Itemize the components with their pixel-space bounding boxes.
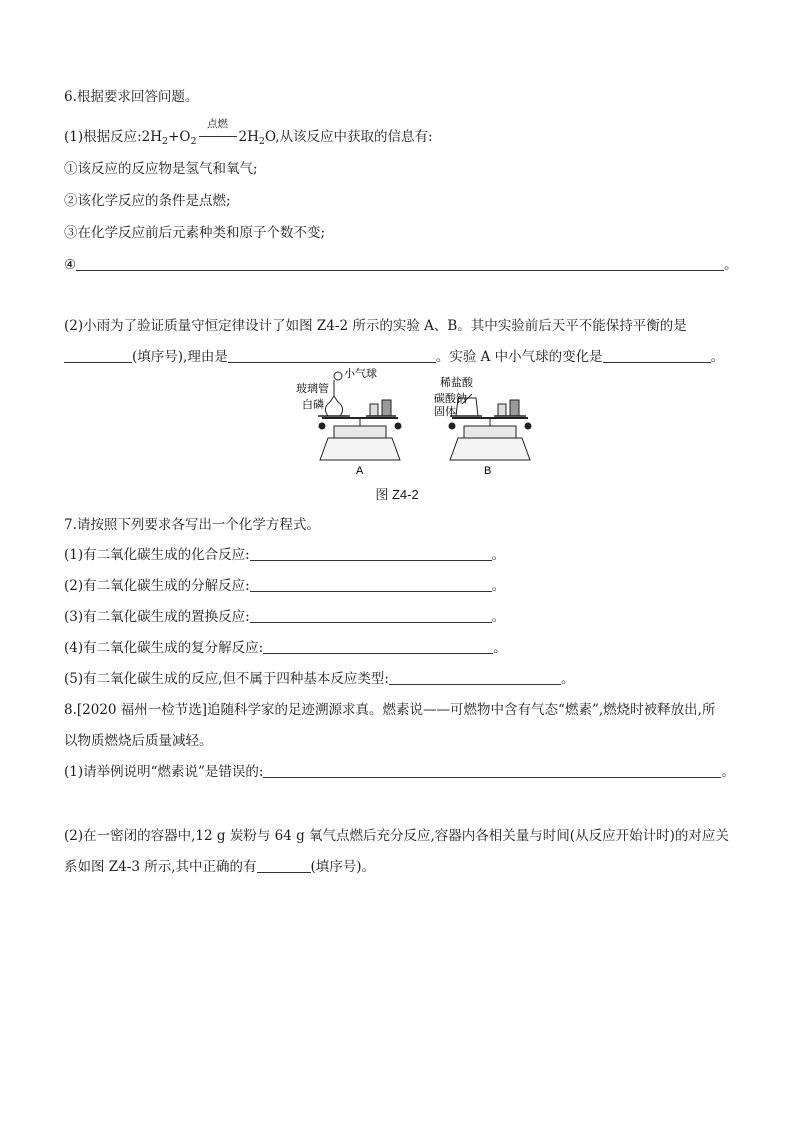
q6-part2-line1: (2)小雨为了验证质量守恒定律设计了如图 Z4-2 所示的实验 A、B。其中实验前后天平不能保持平衡的是: [64, 318, 687, 334]
q6-part1-reaction: (1)根据反应$:2H_2+O_2$ 点燃 $2H_2O$,从该反应中获取的信息有:: [64, 118, 433, 147]
label-hydrochloric-acid: 稀盐酸: [440, 377, 473, 389]
q8-part1: (1)请举例说明“燃素说”是错误的: 。: [64, 764, 735, 780]
q7-item-4: (4)有二氧化碳生成的复分解反应: 。: [64, 640, 507, 656]
label-white-phosphorus: 白磷: [302, 399, 324, 411]
figure-caption: 图 Z4-2: [375, 487, 419, 502]
label-sodium-carbonate-1: 碳酸钠: [434, 393, 467, 405]
q6-info-2: ②该化学反应的条件是点燃;: [64, 193, 231, 209]
q7-blank-4[interactable]: [263, 641, 493, 654]
q6-info-1: ①该反应的反应物是氢气和氧气;: [64, 161, 258, 177]
q8-part1-blank[interactable]: [263, 765, 721, 778]
q6-title: 6.根据要求回答问题。: [64, 89, 199, 105]
balance-a: [318, 372, 401, 460]
label-a: A: [356, 465, 364, 477]
q8-part2-line1: (2)在一密闭的容器中,12 g 炭粉与 64 g 氧气点燃后充分反应,容器内各相关量与时间(从反应开始计时)的对应关: [64, 828, 729, 844]
q7-blank-2[interactable]: [250, 579, 492, 592]
q6-part2-blank-balloon[interactable]: [603, 350, 711, 363]
q6-info4-blank[interactable]: [76, 258, 724, 271]
q6-part2-blank-reason[interactable]: [228, 350, 436, 363]
q8-part2-line2: 系如图 Z4-3 所示,其中正确的有 (填序号)。: [64, 859, 376, 875]
q7-title: 7.请按照下列要求各写出一个化学方程式。: [64, 517, 320, 533]
q8-line2: 以物质燃烧后质量减轻。: [64, 733, 213, 749]
label-balloon: 小气球: [344, 368, 377, 380]
q8-line1: 8.[2020 福州一检节选]追随科学家的足迹溯源求真。燃素说——可燃物中含有气态“燃素”,燃烧时被释放出,所: [64, 702, 716, 718]
q7-item-5: (5)有二氧化碳生成的反应,但不属于四种基本反应类型: 。: [64, 671, 575, 687]
balance-experiment-figure: [296, 368, 550, 480]
q6-info-3: ③在化学反应前后元素种类和原子个数不变;: [64, 225, 326, 241]
q7-item-2: (2)有二氧化碳生成的分解反应: 。: [64, 578, 506, 594]
q7-blank-5[interactable]: [389, 672, 561, 685]
reaction-condition: 点燃: [197, 128, 239, 146]
q7-item-3: (3)有二氧化碳生成的置换反应: 。: [64, 609, 506, 625]
q8-part2-blank[interactable]: [257, 860, 311, 873]
label-glass-tube: 玻璃管: [296, 383, 329, 395]
q6-info-4: ④ 。: [64, 257, 738, 273]
q7-blank-3[interactable]: [250, 610, 492, 623]
q6-part2-line2: (填序号),理由是 。实验 A 中小气球的变化是 。: [64, 348, 724, 366]
q6-part2-blank-choice[interactable]: [64, 350, 132, 363]
label-b: B: [484, 465, 492, 477]
q7-blank-1[interactable]: [250, 548, 492, 561]
label-sodium-carbonate-2: 固体: [434, 406, 456, 418]
q7-item-1: (1)有二氧化碳生成的化合反应: 。: [64, 547, 506, 563]
